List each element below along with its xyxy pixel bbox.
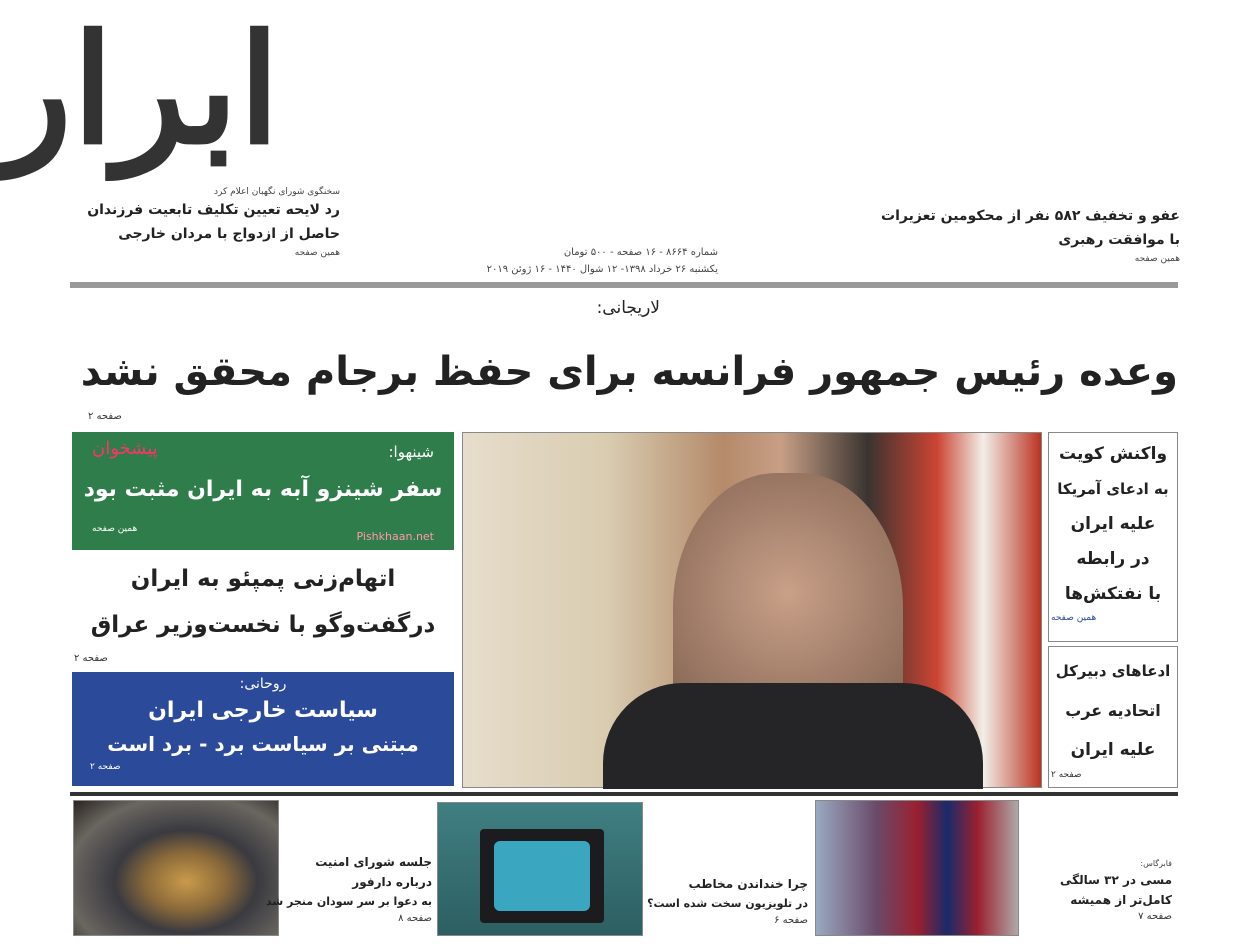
top-left-story[interactable]	[70, 186, 340, 260]
page-ref: همین صفحه	[1051, 613, 1097, 623]
headline-line: در رابطه	[1076, 549, 1150, 569]
headline-line: علیه ایران	[1070, 514, 1156, 534]
headline-line: چرا خنداندن مخاطب	[688, 877, 808, 891]
page-ref: همین صفحه	[1134, 254, 1180, 264]
main-kicker: لاریجانی:	[596, 298, 660, 318]
tv-screen	[494, 841, 590, 911]
mid-left-story[interactable]	[72, 556, 454, 648]
page-ref: صفحه ۶	[774, 915, 808, 926]
headline-line: با نفتکش‌ها	[1064, 584, 1162, 604]
headline-line: اتهام‌زنی پمپئو به ایران	[130, 566, 396, 592]
kicker: فابرگاس:	[1140, 859, 1172, 868]
page-ref: صفحه ۲	[90, 762, 121, 772]
headline-line: رد لایحه تعیین تکلیف تابعیت فرزندان	[87, 202, 340, 218]
headline-line: سیاست خارجی ایران	[148, 698, 378, 723]
masthead-rule	[70, 282, 1178, 288]
page-ref: صفحه ۲	[88, 411, 122, 422]
security-council-photo	[73, 800, 279, 936]
headline-line: درباره دارفور	[352, 875, 432, 889]
main-headline[interactable]: وعده رئیس جمهور فرانسه برای حفظ برجام محقق نشد	[80, 349, 1178, 395]
headline-line: علیه ایران	[1070, 740, 1156, 760]
headline-line: عفو و تخفیف ۵۸۲ نفر از محکومین تعزیرات	[881, 208, 1180, 224]
right-story-2[interactable]	[1048, 646, 1178, 788]
headline-line: واکنش کویت	[1058, 444, 1168, 464]
top-right-story[interactable]	[881, 204, 1180, 266]
bottom-story-3[interactable]	[1022, 858, 1172, 924]
bottom-story-1[interactable]	[266, 852, 432, 926]
issue-line: شماره ۸۶۶۴ - ۱۶ صفحه - ۵۰۰ تومان	[563, 247, 718, 258]
football-photo	[815, 800, 1019, 936]
section-rule	[70, 792, 1178, 796]
headline: سفر شینزو آبه به ایران مثبت بود	[83, 477, 443, 502]
watermark: پیشخوان	[92, 438, 158, 459]
tv-body	[480, 829, 604, 923]
portrait-suit	[603, 683, 983, 789]
blue-story-box[interactable]	[72, 672, 454, 786]
headline-line: به ادعای آمریکا	[1057, 480, 1169, 498]
headline-line: اتحادیه عرب	[1065, 701, 1161, 720]
page-ref: صفحه ۸	[398, 913, 432, 924]
newspaper-logo: ابرار	[0, 2, 280, 178]
headline-line: جلسه شورای امنیت	[315, 855, 432, 869]
main-photo	[462, 432, 1042, 788]
kicker: شینهوا:	[388, 443, 434, 461]
watermark-url: Pishkhaan.net	[356, 530, 434, 543]
headline-line: مسی در ۳۲ سالگی	[1060, 873, 1172, 887]
kicker: روحانی:	[239, 676, 287, 692]
page-ref: همین صفحه	[92, 524, 138, 534]
headline-line: ادعاهای دبیرکل	[1055, 662, 1171, 680]
headline-line: در تلویزیون سخت شده است؟	[647, 897, 808, 910]
headline-line: درگفت‌وگو با نخست‌وزیر عراق	[90, 612, 436, 638]
page-ref: صفحه ۲	[74, 653, 108, 664]
green-story-box[interactable]	[72, 432, 454, 550]
headline-line: کامل‌تر از همیشه	[1070, 893, 1172, 907]
page-ref: همین صفحه	[294, 248, 340, 258]
right-story-1[interactable]	[1048, 432, 1178, 642]
headline-line: با موافقت رهبری	[1058, 232, 1180, 248]
television-photo	[437, 802, 643, 936]
headline-line: حاصل از ازدواج با مردان خارجی	[118, 226, 340, 242]
page-ref: صفحه ۲	[1051, 770, 1082, 780]
page-ref: صفحه ۷	[1138, 911, 1172, 922]
headline-line: مبتنی بر سیاست برد - برد است	[107, 732, 419, 756]
headline-line: به دعوا بر سر سودان منجر شد	[266, 895, 432, 908]
kicker: سخنگوی شورای نگهبان اعلام کرد	[213, 187, 340, 197]
bottom-story-2[interactable]	[648, 874, 808, 928]
date-line: یکشنبه ۲۶ خرداد ۱۳۹۸- ۱۲ شوال ۱۴۴۰ - ۱۶ ژوئن ۲۰۱۹	[486, 264, 718, 275]
